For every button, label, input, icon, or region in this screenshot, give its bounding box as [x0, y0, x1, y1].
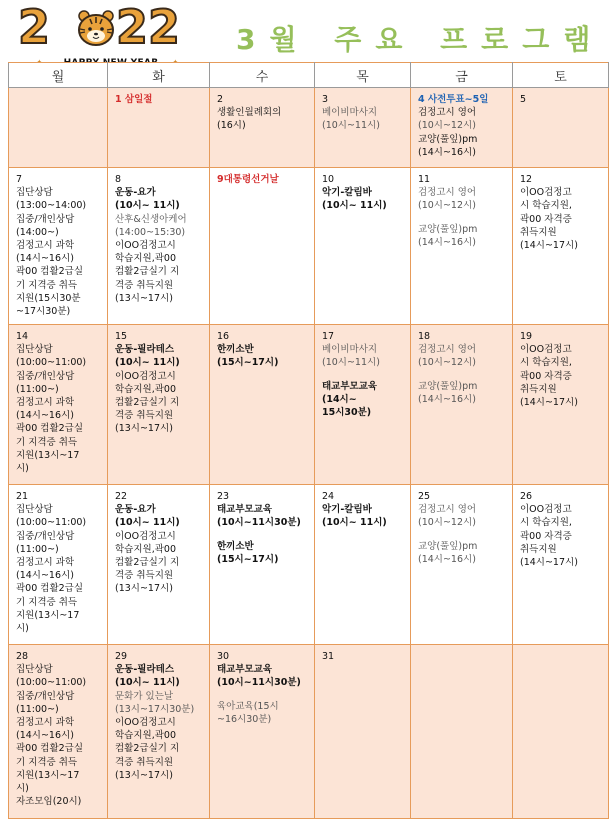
event-line: 검정고시 영어 — [418, 187, 477, 199]
event-line: (14시~17시) — [520, 557, 578, 569]
event-line: 기 지격증 취득 — [16, 436, 78, 448]
day-cell — [9, 485, 108, 645]
event-line: 컴활2급실기 지 — [115, 557, 180, 569]
day-number: 22 — [115, 491, 128, 502]
event-line: 태교부모교육 — [322, 380, 378, 392]
day-cell — [108, 645, 210, 819]
day-number: 24 — [322, 491, 335, 502]
day-number: 26 — [520, 491, 533, 502]
event-line: 지원(15시30분 — [16, 292, 81, 304]
event-line: 취득지원 — [520, 226, 557, 238]
event-line: 교양(풀잎)pm — [418, 133, 478, 145]
event-line: 한끼소반 — [217, 344, 254, 356]
event-line: 시) — [16, 463, 29, 475]
event-line: 집중/개인상담 — [16, 213, 75, 225]
day-number: 12 — [520, 174, 533, 185]
weekday-mon: 월 — [9, 63, 108, 88]
event-line: 생활인월례회의 — [217, 107, 282, 119]
event-line: (10시~ 11시) — [322, 200, 387, 212]
event-line: (14시~16시) — [16, 253, 74, 265]
event-line: (11:00~) — [16, 383, 59, 395]
event-line: 시 학습지원, — [520, 357, 572, 369]
day-number: 2 — [217, 94, 224, 105]
event-line: 이OO검정고 — [520, 504, 572, 516]
weekday-tue: 화 — [108, 63, 210, 88]
day-cell — [108, 485, 210, 645]
event-line: (10:00~11:00) — [16, 517, 87, 529]
event-line: 시) — [16, 623, 29, 635]
spacer — [418, 370, 509, 380]
event-line: 취득지원 — [520, 543, 557, 555]
event-line: (10시~12시) — [418, 357, 476, 369]
event-line: (10:00~11:00) — [16, 677, 87, 689]
day-cell — [108, 88, 210, 168]
day-cell — [513, 168, 609, 325]
event-line: 지원(13시~17 — [16, 609, 80, 621]
event-line: 운동-필라테스 — [115, 344, 175, 356]
event-line: 한끼소반 — [217, 540, 254, 552]
day-number: 17 — [322, 331, 335, 342]
event-line: 곽00 컴활2급실 — [16, 583, 84, 595]
day-cell — [411, 645, 513, 819]
event-line: ~17시30분) — [16, 306, 71, 318]
event-line: 지원(13시~17 — [16, 769, 80, 781]
event-line: (10시~11시) — [322, 120, 380, 132]
calendar-table — [8, 62, 609, 819]
day-number: 31 — [322, 651, 335, 662]
spacer — [217, 690, 311, 700]
event-line: 이OO검정고시 — [115, 240, 176, 252]
event-line: 학습지원,곽00 — [115, 383, 176, 395]
event-line: (14시~16시) — [418, 236, 476, 248]
day-number: 3 — [322, 94, 329, 105]
event-line: 곽00 자격증 — [520, 213, 572, 225]
spacer — [418, 530, 509, 540]
event-line: 검정고시 영어 — [418, 107, 477, 119]
event-line: 운동-요가 — [115, 187, 156, 199]
day-cell — [210, 88, 315, 168]
day-number: 29 — [115, 651, 128, 662]
event-line: (16시) — [217, 120, 246, 132]
day-number: 30 — [217, 651, 230, 662]
event-line: (14시~16시) — [418, 553, 476, 565]
event-line: 컴활2급실기 지 — [115, 743, 180, 755]
event-line: 운동-요가 — [115, 504, 156, 516]
day-cell — [210, 168, 315, 325]
header — [0, 0, 613, 60]
weekday-fri: 금 — [411, 63, 513, 88]
event-line: 곽00 자격증 — [520, 370, 572, 382]
event-line: 9대통령선거날 — [217, 174, 279, 185]
day-cell — [315, 168, 411, 325]
event-line: 시 학습지원, — [520, 200, 572, 212]
day-cell — [411, 325, 513, 485]
event-line: 검정고시 과학 — [16, 397, 75, 409]
event-line: (15시~17시) — [217, 553, 279, 565]
event-line: 곽00 컴활2급실 — [16, 743, 84, 755]
day-number: 8 — [115, 174, 122, 185]
day-cell — [210, 325, 315, 485]
event-line: (14시~ 15시30분) — [322, 393, 372, 419]
event-line: 자조모임(20시) — [16, 796, 82, 808]
event-line: (14시~16시) — [418, 146, 476, 158]
event-line: 베이비마사지 — [322, 107, 378, 119]
day-number: 5 — [520, 94, 527, 105]
event-line: 학습지원,곽00 — [115, 543, 176, 555]
week-row — [9, 88, 609, 168]
week-row — [9, 645, 609, 819]
event-line: 컴활2급실기 지 — [115, 397, 180, 409]
week-row — [9, 325, 609, 485]
year-digit-2: 2 — [18, 0, 51, 54]
event-line: 검정고시 과학 — [16, 557, 75, 569]
event-line: 검정고시 영어 — [418, 504, 477, 516]
day-number: 18 — [418, 331, 431, 342]
event-line: (10시~11시30분) — [217, 677, 301, 689]
event-line: 시 학습지원, — [520, 517, 572, 529]
weekday-thu: 목 — [315, 63, 411, 88]
day-number: 25 — [418, 491, 431, 502]
event-line: (10시~12시) — [418, 200, 476, 212]
year-digit-2b: 2 — [116, 0, 149, 54]
event-line: 집단상담 — [16, 187, 53, 199]
day-cell — [513, 88, 609, 168]
spacer — [217, 530, 311, 540]
event-line: ~16시30분) — [217, 713, 272, 725]
event-line: 집중/개인상담 — [16, 370, 75, 382]
event-line: (13시~17시) — [115, 423, 173, 435]
day-cell — [315, 645, 411, 819]
event-line: 시) — [16, 783, 29, 795]
page-title: 3월 주요 프로그램 — [236, 23, 605, 56]
event-line: 악기-칼림바 — [322, 187, 372, 199]
event-line: (13시~17시30분) — [115, 703, 195, 715]
event-line: 격증 취득지원 — [115, 570, 174, 582]
event-line: 격증 취득지원 — [115, 410, 174, 422]
day-cell — [513, 325, 609, 485]
event-line: 기 지격증 취득 — [16, 279, 78, 291]
event-line: (14시~16시) — [16, 410, 74, 422]
event-line: 검정고시 과학 — [16, 240, 75, 252]
day-cell — [9, 168, 108, 325]
day-number: 16 — [217, 331, 230, 342]
day-cell — [9, 88, 108, 168]
day-cell — [315, 325, 411, 485]
event-line: (13:00~14:00) — [16, 200, 87, 212]
event-line: 이OO검정고 — [520, 344, 572, 356]
event-line: 교양(풀잎)pm — [418, 540, 478, 552]
event-line: (14시~17시) — [520, 240, 578, 252]
day-number: 14 — [16, 331, 29, 342]
spacer — [418, 213, 509, 223]
week-row — [9, 168, 609, 325]
event-line: 4 사전투표~5일 — [418, 94, 489, 105]
event-line: 이OO검정고시 — [115, 717, 176, 729]
spacer — [322, 370, 407, 380]
event-line: 컴활2급실기 지 — [115, 266, 180, 278]
day-cell — [108, 325, 210, 485]
day-cell — [315, 485, 411, 645]
event-line: (13시~17시) — [115, 292, 173, 304]
event-line: (10시~11시) — [322, 357, 380, 369]
day-cell — [315, 88, 411, 168]
event-line: 검정고시 영어 — [418, 344, 477, 356]
event-line: 악기-칼림바 — [322, 504, 372, 516]
event-line: (10시~ 11시) — [115, 517, 180, 529]
day-number: 11 — [418, 174, 431, 185]
event-line: (14시~16시) — [16, 730, 74, 742]
event-line: 학습지원,곽00 — [115, 730, 176, 742]
event-line: (10시~ 11시) — [115, 200, 180, 212]
event-line: 산후&신생아케어 — [115, 213, 187, 225]
day-number: 21 — [16, 491, 29, 502]
event-line: 태교부모교육 — [217, 664, 273, 676]
year-digit-2c: 2 — [148, 0, 181, 54]
event-line: 곽00 컴활2급실 — [16, 423, 84, 435]
event-line: 집단상담 — [16, 504, 53, 516]
event-line: (10시~ 11시) — [115, 677, 180, 689]
event-line: 집단상담 — [16, 344, 53, 356]
event-line: 이OO검정고 — [520, 187, 572, 199]
event-line: 취득지원 — [520, 383, 557, 395]
event-line: (11:00~) — [16, 543, 59, 555]
event-line: 격증 취득지원 — [115, 756, 174, 768]
day-number: 19 — [520, 331, 533, 342]
event-line: 곽00 컴활2급실 — [16, 266, 84, 278]
weekday-header-row — [9, 63, 609, 88]
event-line: (14시~17시) — [520, 397, 578, 409]
event-line: (14:00~) — [16, 226, 59, 238]
day-cell — [513, 645, 609, 819]
event-line: (14시~16시) — [16, 570, 74, 582]
day-cell — [411, 485, 513, 645]
event-line: 검정고시 과학 — [16, 717, 75, 729]
event-line: 기 지격증 취득 — [16, 756, 78, 768]
event-line: 운동-필라테스 — [115, 664, 175, 676]
event-line: (10시~12시) — [418, 517, 476, 529]
day-number: 23 — [217, 491, 230, 502]
week-row — [9, 485, 609, 645]
event-line: (10시~ 11시) — [322, 517, 387, 529]
event-line: 집중/개인상담 — [16, 690, 75, 702]
day-cell — [411, 168, 513, 325]
event-line: (13시~17시) — [115, 769, 173, 781]
event-line: (10시~12시) — [418, 120, 476, 132]
tiger-face-icon — [76, 9, 116, 47]
event-line: (13시~17시) — [115, 583, 173, 595]
event-line: 집중/개인상담 — [16, 530, 75, 542]
event-line: (10:00~11:00) — [16, 357, 87, 369]
day-cell — [210, 485, 315, 645]
event-line: (11:00~) — [16, 703, 59, 715]
event-line: 육아교육(15시 — [217, 700, 279, 712]
event-line: 집단상담 — [16, 664, 53, 676]
event-line: 1 삼일절 — [115, 94, 153, 105]
day-cell — [9, 645, 108, 819]
event-line: 교양(풀잎)pm — [418, 223, 478, 235]
event-line: 곽00 자격증 — [520, 530, 572, 542]
event-line: 베이비마사지 — [322, 344, 378, 356]
day-cell — [108, 168, 210, 325]
day-cell — [210, 645, 315, 819]
event-line: (10시~11시30분) — [217, 517, 301, 529]
weekday-sat: 토 — [513, 63, 609, 88]
event-line: 문화가 있는날 — [115, 690, 174, 702]
event-line: 지원(13시~17 — [16, 449, 80, 461]
day-number: 10 — [322, 174, 335, 185]
day-number: 28 — [16, 651, 29, 662]
calendar-body — [9, 88, 609, 819]
weekday-wed: 수 — [210, 63, 315, 88]
day-number: 7 — [16, 174, 23, 185]
event-line: (10시~ 11시) — [115, 357, 180, 369]
event-line: 학습지원,곽00 — [115, 253, 176, 265]
event-line: (14시~16시) — [418, 393, 476, 405]
event-line: 격증 취득지원 — [115, 279, 174, 291]
day-cell — [9, 325, 108, 485]
event-line: 이OO검정고시 — [115, 530, 176, 542]
event-line: 교양(풀잎)pm — [418, 380, 478, 392]
day-cell — [513, 485, 609, 645]
day-cell — [411, 88, 513, 168]
day-number: 15 — [115, 331, 128, 342]
event-line: 태교부모교육 — [217, 504, 273, 516]
event-line: (14:00~15:30) — [115, 226, 186, 238]
event-line: (15시~17시) — [217, 357, 279, 369]
event-line: 이OO검정고시 — [115, 370, 176, 382]
event-line: 기 지격증 취득 — [16, 596, 78, 608]
